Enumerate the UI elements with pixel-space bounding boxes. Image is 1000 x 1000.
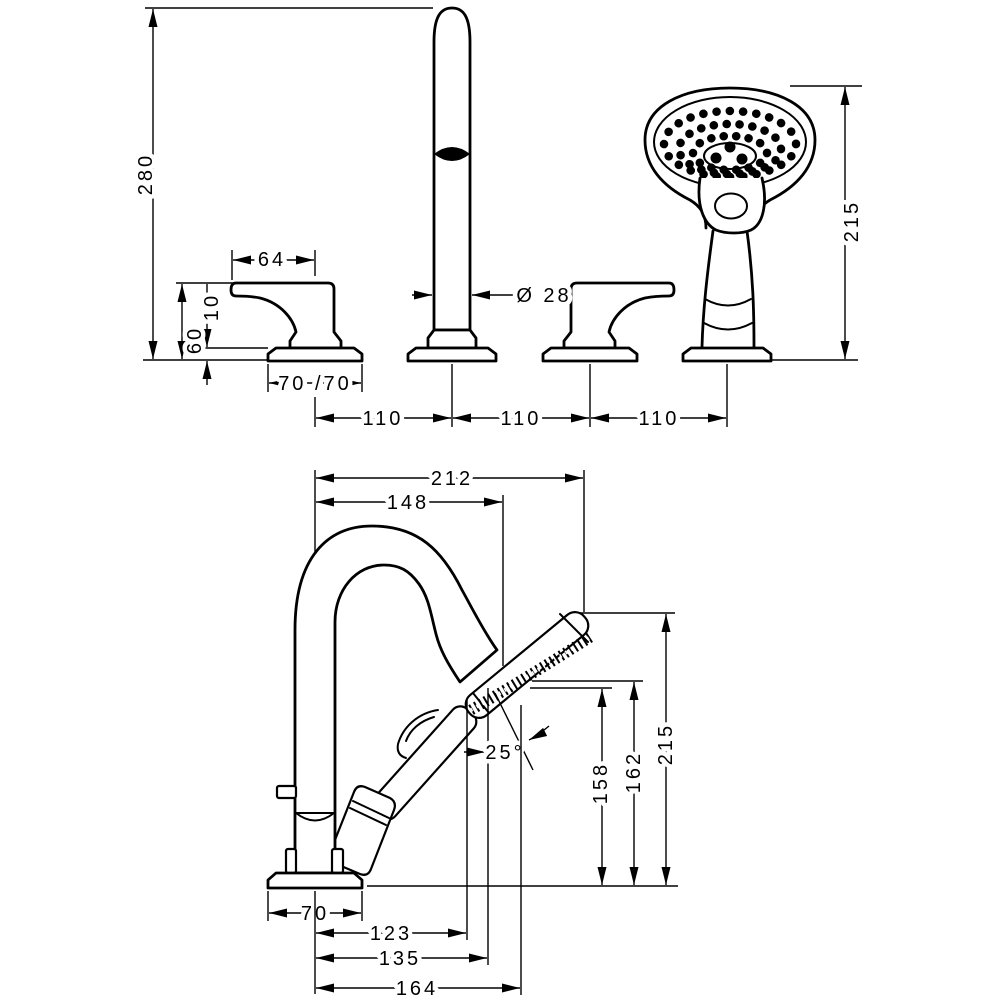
dim-overall-reach-label: 212	[430, 468, 474, 490]
side-view	[268, 468, 678, 1000]
dim-reach-back-label: 164	[395, 978, 439, 1000]
right-handle-escutcheon	[543, 348, 637, 361]
spout-escutcheon	[408, 348, 496, 361]
dim-pitch-left-label: 110	[362, 408, 404, 430]
center-nozzle-right-icon	[737, 154, 748, 165]
spout-front	[408, 8, 496, 361]
dim-handshower-height-label: 215	[841, 199, 863, 243]
left-handle-front	[231, 283, 362, 361]
dim-height-spray-label: 158	[590, 761, 612, 805]
dim-overall-height-label: 280	[135, 152, 157, 196]
right-handle-lever	[564, 283, 674, 348]
dim-holder-angle	[464, 688, 549, 965]
dim-spout-reach-label: 148	[386, 492, 430, 514]
spout-base-step	[428, 330, 476, 348]
dim-handle-height-label: 60	[184, 325, 206, 355]
mount-tab-right	[332, 849, 343, 873]
dim-escutcheon-front	[268, 364, 362, 395]
center-nozzle-left-icon	[711, 153, 722, 164]
dim-handle-length	[232, 249, 315, 280]
dim-base-height-label: 10	[201, 292, 223, 322]
dim-spout-diameter-label: Ø 28	[516, 285, 572, 307]
handshower-escutcheon	[683, 348, 771, 361]
dim-handle-length-label: 64	[257, 249, 287, 271]
dim-pitch-chain	[315, 364, 727, 430]
dim-height-mid-label: 162	[623, 750, 645, 794]
left-handle-escutcheon	[268, 348, 362, 361]
diverter-knob	[277, 786, 296, 798]
center-nozzle-top-icon	[725, 142, 736, 153]
dim-pitch-right-label: 110	[638, 408, 680, 430]
left-handle-lever	[231, 283, 341, 348]
dim-reach-holder-label: 135	[378, 948, 422, 970]
dim-height-back-label: 215	[655, 722, 677, 766]
dim-escutcheon-side-label: 70	[300, 903, 330, 925]
dim-holder-angle-label: 25°	[485, 742, 525, 764]
mount-tab-left	[286, 849, 296, 873]
spout-tube	[434, 8, 470, 330]
dim-reach-spray-label: 123	[369, 923, 413, 945]
handshower-front	[645, 88, 815, 361]
spout-escutcheon-side	[268, 873, 362, 888]
front-view	[135, 8, 863, 430]
dim-pitch-mid-label: 110	[500, 408, 542, 430]
dim-escutcheon-front-label: 70 /70	[278, 373, 352, 395]
